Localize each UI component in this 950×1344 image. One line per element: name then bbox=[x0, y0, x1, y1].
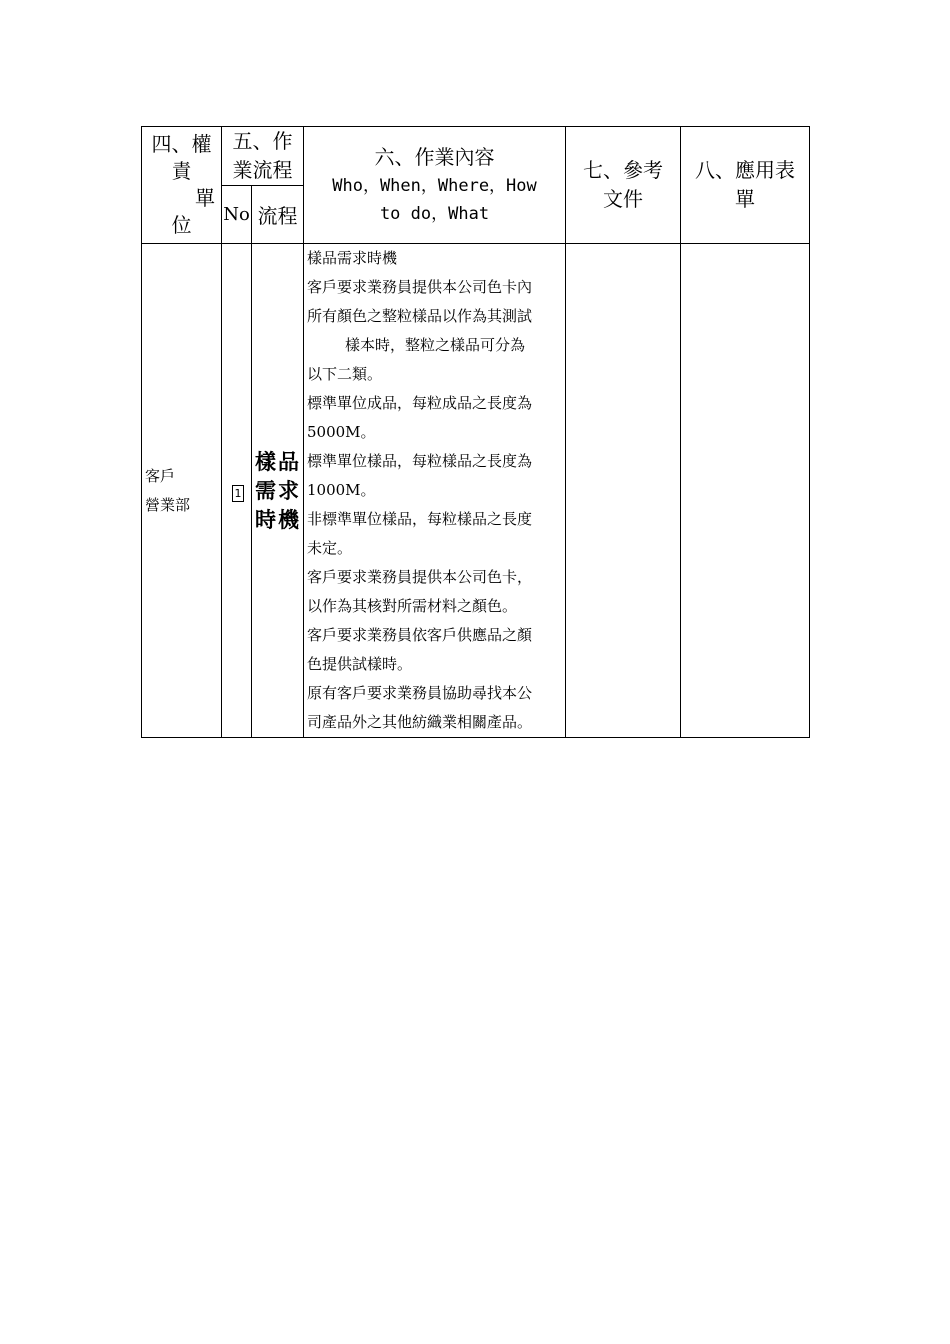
header-workflow-line-2: 業流程 bbox=[232, 158, 293, 182]
content-line: 標準單位樣品，每粒樣品之長度為 bbox=[307, 452, 533, 470]
cell-applied-forms bbox=[681, 244, 810, 738]
content-line: 標準單位成品，每粒成品之長度為 bbox=[307, 394, 533, 412]
content-line: 司產品外之其他紡織業相關產品。 bbox=[307, 713, 533, 731]
procedure-table bbox=[141, 126, 810, 738]
header-flow: 流程 bbox=[252, 186, 304, 244]
header-content-title: 六、作業內容 bbox=[374, 144, 495, 169]
header-reference-line-2: 文件 bbox=[603, 187, 643, 211]
header-reference-docs bbox=[566, 127, 681, 244]
step-number-box: 1 bbox=[232, 485, 244, 502]
content-line: 客戶要求業務員提供本公司色卡， bbox=[307, 568, 533, 586]
header-work-content bbox=[304, 127, 566, 244]
header-forms-line-2: 單 bbox=[735, 187, 755, 211]
header-no: No bbox=[222, 186, 252, 244]
header-content-sub-line-1: Who，When，Where，How bbox=[332, 175, 537, 196]
content-line: 所有顏色之整粒樣品以作為其測試 bbox=[307, 307, 533, 325]
header-workflow-line-1: 五、作 bbox=[232, 129, 293, 153]
header-forms-line-1: 八、應用表 bbox=[695, 158, 795, 182]
header-unit-line-4: 位 bbox=[171, 213, 192, 237]
content-line: 樣品需求時機 bbox=[307, 249, 398, 267]
content-line: 1000M。 bbox=[307, 481, 376, 499]
content-line: 5000M。 bbox=[307, 423, 376, 441]
content-line: 以下二類。 bbox=[307, 365, 383, 383]
header-responsible-unit bbox=[142, 127, 222, 244]
header-content-subtitle bbox=[304, 172, 565, 228]
content-line: 未定。 bbox=[307, 539, 353, 557]
flow-step-title: 樣品需求時機 bbox=[255, 450, 301, 532]
content-line: 樣本時，整粒之樣品可分為 bbox=[345, 336, 526, 354]
unit-line-2: 營業部 bbox=[145, 495, 191, 514]
work-content-text bbox=[304, 244, 565, 737]
content-line: 色提供試樣時。 bbox=[307, 655, 413, 673]
cell-no bbox=[222, 244, 252, 738]
unit-line-1: 客戶 bbox=[145, 466, 176, 485]
cell-work-content bbox=[304, 244, 566, 738]
header-applied-forms bbox=[681, 127, 810, 244]
cell-responsible-unit bbox=[142, 244, 222, 738]
cell-flow bbox=[252, 244, 304, 738]
content-line: 非標準單位樣品，每粒樣品之長度 bbox=[307, 510, 533, 528]
header-workflow bbox=[222, 127, 304, 186]
content-line: 客戶要求業務員依客戶供應品之顏 bbox=[307, 626, 533, 644]
content-line: 以作為其核對所需材料之顏色。 bbox=[307, 597, 518, 615]
content-line: 客戶要求業務員提供本公司色卡內 bbox=[307, 278, 533, 296]
cell-reference-docs bbox=[566, 244, 681, 738]
header-unit-line-1: 四、權 bbox=[151, 132, 212, 156]
header-content-sub-line-2: to do，What bbox=[379, 203, 490, 224]
header-unit-line-2: 責 bbox=[171, 159, 192, 183]
header-unit-line-3: 單 bbox=[195, 186, 215, 210]
content-line: 原有客戶要求業務員協助尋找本公 bbox=[307, 684, 533, 702]
header-reference-line-1: 七、參考 bbox=[583, 158, 663, 182]
